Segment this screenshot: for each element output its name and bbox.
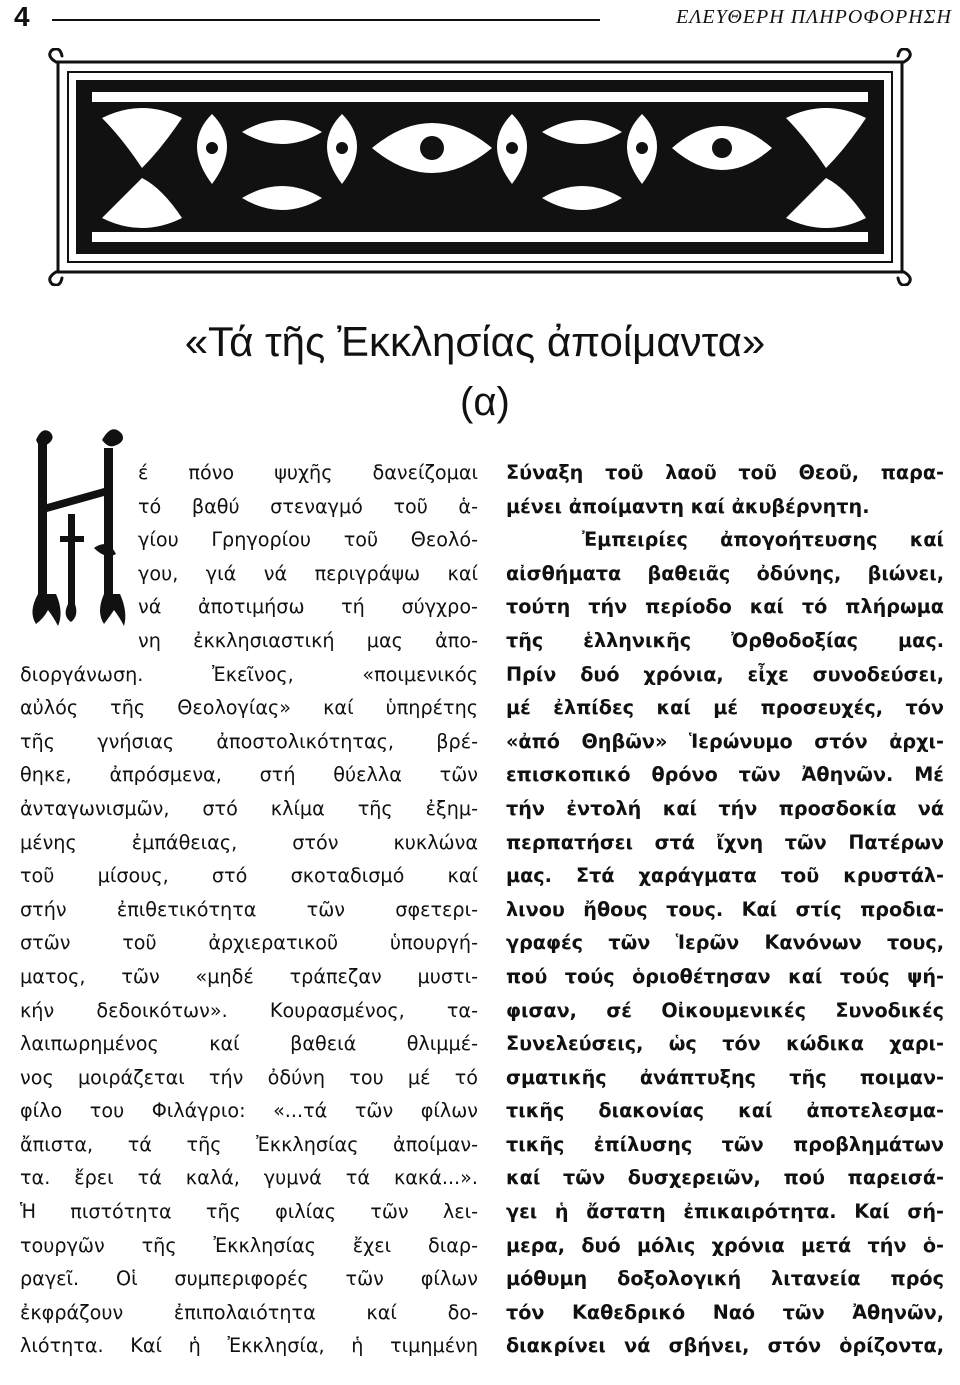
text-line: πού τούς ὁριοθέτησαν καί τούς ψή- (506, 964, 944, 988)
text-line: «ἀπό Θηβῶν» Ἱερώνυμο στόν ἀρχι- (506, 729, 944, 753)
text-line: ἐκφράζουν ἐπιπολαιότητα καί δο- (20, 1300, 478, 1324)
header-rule (52, 19, 600, 21)
text-line: μένης ἐμπάθειας, στόν κυκλώνα (20, 830, 478, 854)
text-line: τοῦ μίσους, στό σκοταδισμό καί (20, 864, 478, 888)
article-part: (α) (460, 380, 510, 424)
text-line: φίλο του Φιλάγριο: «...τά τῶν φίλων (20, 1099, 478, 1123)
page-number: 4 (14, 1, 30, 32)
publication-name: ΕΛΕΥΘΕΡΗ ΠΛΗΡΟΦΟΡΗΣΗ (676, 6, 952, 28)
text-line: επισκοπικό θρόνο τῶν Ἀθηνῶν. Μέ (506, 763, 944, 787)
text-line: Ἡ πιστότητα τῆς φιλίας τῶν λει- (20, 1200, 478, 1224)
right-column (506, 456, 944, 1363)
text-line: ματος, τῶν «μηδέ τράπεζαν μυστι- (20, 964, 478, 988)
text-line: γου, γιά νά περιγράψω καί (138, 561, 478, 585)
text-line: μας. Στά χαράγματα τοῦ κρυστάλ- (506, 864, 944, 888)
text-line: νος μοιράζεται τήν ὀδύνη του μέ τό (20, 1065, 478, 1089)
text-line: Ἐμπειρίες ἀπογοήτευσης καί (582, 528, 944, 552)
text-line: έ πόνο ψυχῆς δανείζομαι (138, 461, 478, 484)
article-title-text: «Τά τῆς Ἐκκλησίας ἀποίμαντα» (184, 318, 766, 365)
text-line: τουργῶν τῆς Ἐκκλησίας ἔχει διαρ- (20, 1233, 478, 1257)
text-line: μερα, δυό μόλις χρόνια μετά τήν ὁ- (506, 1233, 944, 1257)
text-line: αἰσθήματα βαθειᾶς ὀδύνης, βιώνει, (506, 561, 944, 585)
text-line: γει ἡ ἄστατη ἐπικαιρότητα. Καί σή- (506, 1200, 944, 1224)
text-line: λινου ἤθους τους. Καί στίς προδια- (506, 897, 944, 921)
text-line: στῶν τοῦ ἀρχιερατικοῦ ὑπουργή- (20, 931, 478, 955)
text-line: τούτη τήν περίοδο καί τό πλήρωμα (506, 595, 944, 619)
text-line: φισαν, σέ Οἰκουμενικές Συνοδικές (506, 998, 944, 1022)
text-line: τικῆς ἐπίλυσης τῶν προβλημάτων (506, 1132, 944, 1156)
ornamental-banner (42, 48, 918, 286)
text-line: γραφές τῶν Ἱερῶν Κανόνων τους, (506, 931, 944, 955)
text-line: λιότητα. Καί ἡ Ἐκκλησία, ἡ τιμημένη (20, 1334, 478, 1358)
text-line: περπατήσει στά ἴχνη τῶν Πατέρων (506, 830, 944, 854)
text-line: γίου Γρηγορίου τοῦ Θεολό- (138, 528, 478, 552)
text-line: μέ ἐλπίδες καί μέ προσευχές, τόν (506, 696, 944, 720)
text-line: Συνελεύσεις, ὡς τόν κώδικα χαρι- (506, 1032, 944, 1056)
text-line: διοργάνωση. Ἐκεῖνος, «ποιμενικός (20, 662, 478, 686)
text-line: Σύναξη τοῦ λαοῦ τοῦ Θεοῦ, παρα- (506, 461, 944, 484)
article-title (0, 318, 960, 366)
text-line: νη ἐκκλησιαστική μας ἀπο- (138, 628, 478, 652)
text-line: τῆς γνήσιας ἀποστολικότητας, βρέ- (20, 729, 478, 753)
text-line: καί τῶν δυσχερειῶν, πού παρεισά- (506, 1166, 944, 1190)
text-line: διακρίνει νά σβήνει, στόν ὁρίζοντα, (506, 1334, 944, 1358)
text-line: μόθυμη δοξολογική λιτανεία πρός (506, 1267, 944, 1291)
text-line: στήν ἐπιθετικότητα τῶν σφετερι- (20, 897, 478, 921)
page-header (0, 0, 960, 40)
text-line: ραγεῖ. Οἱ συμπεριφορές τῶν φίλων (20, 1267, 478, 1291)
text-line: νά ἀποτιμήσω τή σύγχρο- (138, 595, 478, 619)
text-line: τόν Καθεδρικό Ναό τῶν Ἀθηνῶν, (506, 1300, 944, 1324)
text-line: τῆς ἑλληνικῆς Ὀρθοδοξίας μας. (506, 628, 944, 652)
text-line: μένει ἀποίμαντη καί ἀκυβέρνητη. (506, 494, 870, 518)
text-line: κήν δεδοικότων». Κουρασμένος, τα- (20, 998, 478, 1022)
text-line: θηκε, ἀπρόσμενα, στή θύελλα τῶν (20, 763, 478, 787)
text-line: Πρίν δυό χρόνια, εἶχε συνοδεύσει, (506, 662, 944, 686)
text-line: τό βαθύ στεναγμό τοῦ ἁ- (138, 494, 478, 518)
text-line: ἀνταγωνισμῶν, στό κλίμα τῆς ἐξημ- (20, 796, 478, 820)
text-line: σματικῆς ἀνάπτυξης τῆς ποιμαν- (506, 1065, 944, 1089)
text-line: λαιπωρημένος καί βαθειά θλιμμέ- (20, 1032, 478, 1056)
text-line: ἄπιστα, τά τῆς Ἐκκλησίας ἀποίμαν- (20, 1132, 478, 1156)
text-line: τα. ἔρει τά καλά, γυμνά τά κακά...». (20, 1166, 478, 1190)
left-column (20, 456, 478, 1363)
text-line: τήν ἐντολή καί τήν προσδοκία νά (506, 796, 944, 820)
text-line: αὐλός τῆς Θεολογίας» καί ὑπηρέτης (20, 696, 478, 720)
text-line: τικῆς διακονίας καί ἀποτελεσμα- (506, 1099, 944, 1123)
